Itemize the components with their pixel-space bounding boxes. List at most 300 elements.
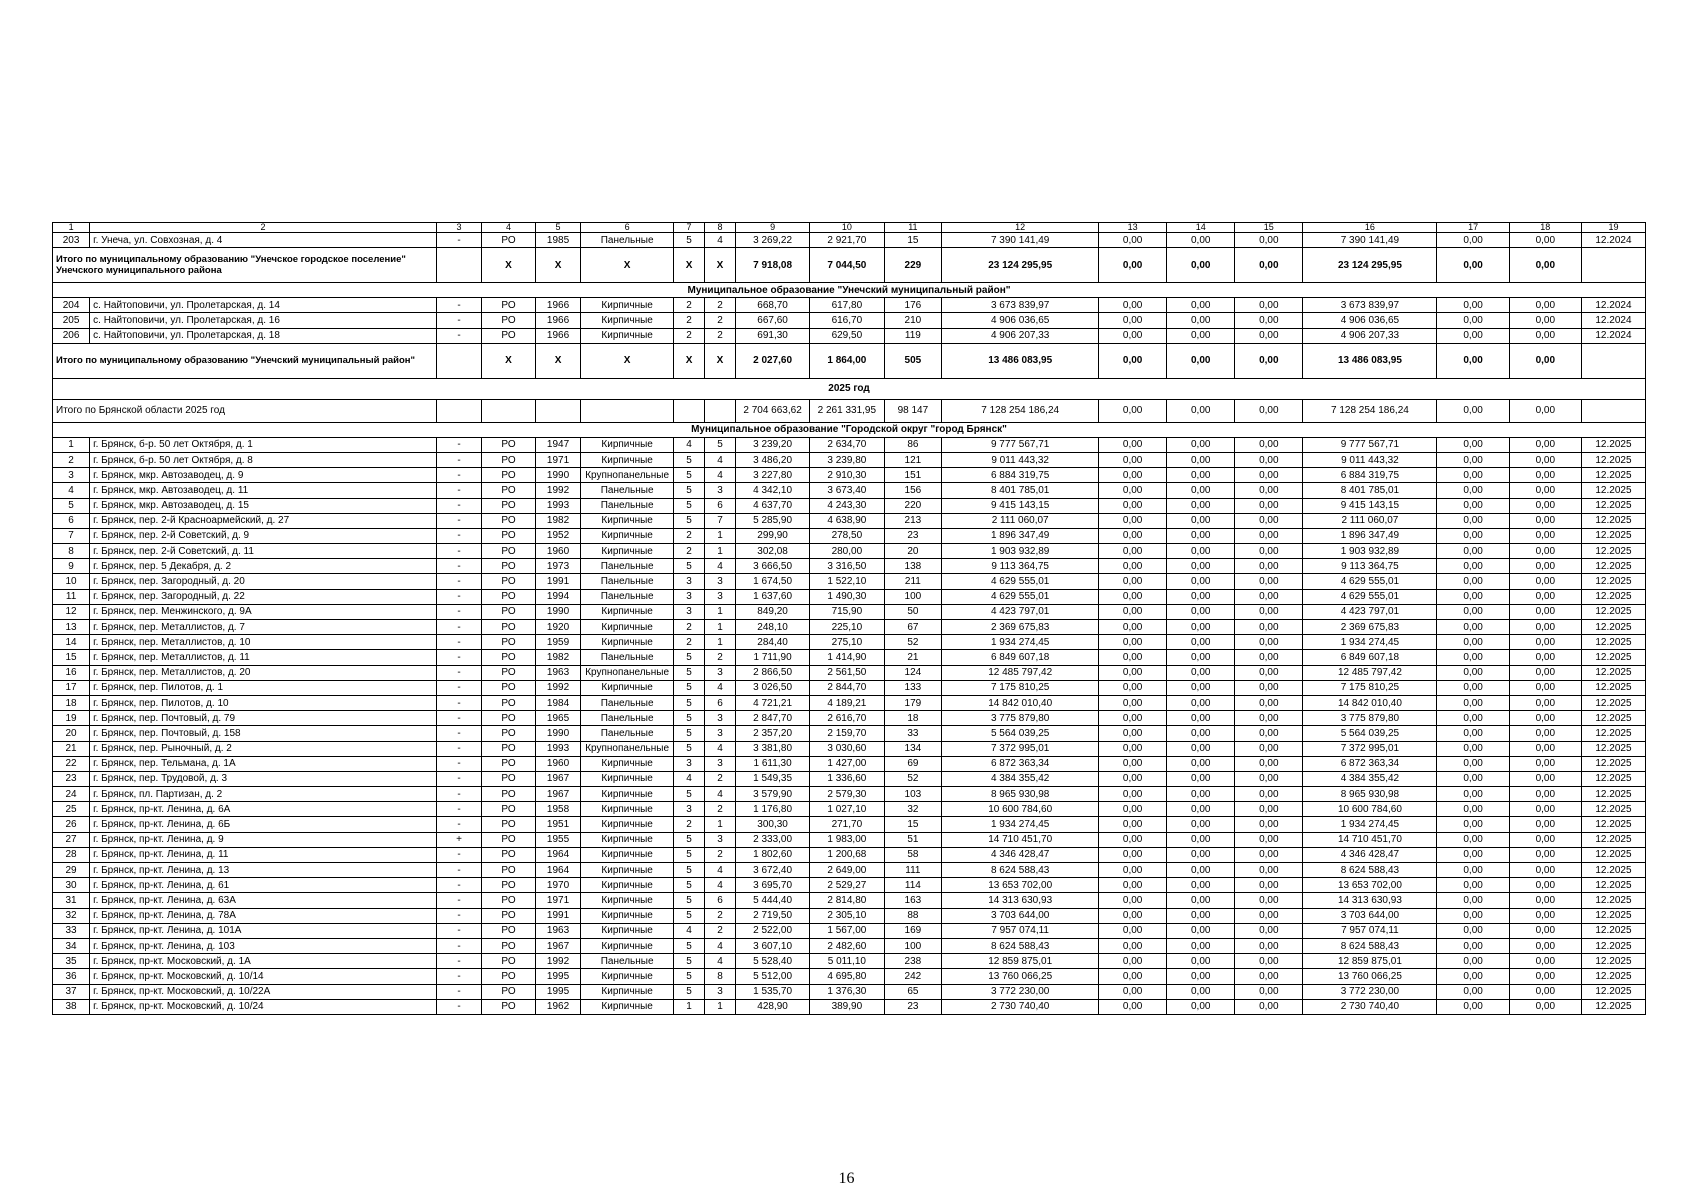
table-cell: 0,00 [1509, 802, 1581, 817]
table-cell: 0,00 [1437, 544, 1509, 559]
table-cell: 2 529,27 [810, 878, 884, 893]
table-cell: 33 [884, 726, 942, 741]
table-cell: 0,00 [1437, 817, 1509, 832]
table-cell: 0,00 [1437, 680, 1509, 695]
table-cell: 0,00 [1099, 544, 1167, 559]
table-cell: 0,00 [1509, 233, 1581, 248]
table-cell: 3 381,80 [735, 741, 809, 756]
table-cell: 12.2025 [1581, 635, 1645, 650]
table-cell: 2 921,70 [810, 233, 884, 248]
table-cell: 2 634,70 [810, 437, 884, 452]
table-cell: - [436, 817, 481, 832]
table-cell: 0,00 [1509, 544, 1581, 559]
address-cell: с. Найтоповичи, ул. Пролетарская, д. 16 [90, 313, 437, 328]
table-cell: РО [482, 313, 536, 328]
table-cell: 30 [53, 878, 90, 893]
table-cell: 0,00 [1099, 468, 1167, 483]
table-cell: 0,00 [1437, 589, 1509, 604]
table-cell: 0,00 [1099, 437, 1167, 452]
table-cell: 1966 [535, 298, 580, 313]
table-cell: 0,00 [1099, 233, 1167, 248]
table-cell: 691,30 [735, 328, 809, 343]
summary-cell: X [482, 248, 536, 283]
table-cell: 0,00 [1235, 498, 1303, 513]
table-cell: 37 [53, 984, 90, 999]
table-cell: 1 903 932,89 [1303, 544, 1437, 559]
table-cell: 617,80 [810, 298, 884, 313]
table-cell: 3 486,20 [735, 452, 809, 467]
table-cell: 12.2025 [1581, 650, 1645, 665]
table-cell: 1947 [535, 437, 580, 452]
table-cell: 2 [674, 313, 705, 328]
table-cell: Кирпичные [581, 771, 674, 786]
table-cell: 3 672,40 [735, 863, 809, 878]
table-cell: 1 490,30 [810, 589, 884, 604]
table-cell: 0,00 [1099, 756, 1167, 771]
table-cell: 119 [884, 328, 942, 343]
table-cell: 12.2025 [1581, 756, 1645, 771]
table-cell: 0,00 [1235, 954, 1303, 969]
table-cell: 3 772 230,00 [1303, 984, 1437, 999]
summary-cell [482, 399, 536, 422]
table-cell: 7 [53, 528, 90, 543]
table-cell: - [436, 313, 481, 328]
table-cell: 1 [705, 620, 736, 635]
summary-cell [436, 248, 481, 283]
table-cell: - [436, 233, 481, 248]
section-title-cell: Муниципальное образование "Городской округ "город Брянск" [53, 422, 1646, 437]
table-cell: 0,00 [1235, 544, 1303, 559]
table-cell: 2 730 740,40 [942, 999, 1099, 1014]
table-cell: 0,00 [1167, 468, 1235, 483]
table-cell: Кирпичные [581, 452, 674, 467]
table-cell: 0,00 [1437, 999, 1509, 1014]
table-cell: 0,00 [1235, 938, 1303, 953]
table-cell: 9 777 567,71 [1303, 437, 1437, 452]
table-cell: Кирпичные [581, 908, 674, 923]
table-cell: 8 624 588,43 [1303, 938, 1437, 953]
table-cell: 3 [674, 604, 705, 619]
table-cell: РО [482, 787, 536, 802]
table-cell: 4 342,10 [735, 483, 809, 498]
table-cell: 0,00 [1167, 802, 1235, 817]
table-cell: 204 [53, 298, 90, 313]
table-cell: 1991 [535, 574, 580, 589]
table-cell: 8 965 930,98 [1303, 787, 1437, 802]
table-cell: 238 [884, 954, 942, 969]
address-cell: г. Брянск, пр-кт. Московский, д. 10/24 [90, 999, 437, 1014]
summary-cell: 13 486 083,95 [1303, 343, 1437, 378]
table-cell: 248,10 [735, 620, 809, 635]
summary-cell: 23 124 295,95 [1303, 248, 1437, 283]
table-cell: 2 [674, 620, 705, 635]
summary-cell [436, 343, 481, 378]
table-cell: 0,00 [1099, 863, 1167, 878]
summary-cell: 0,00 [1437, 248, 1509, 283]
table-cell: 0,00 [1509, 984, 1581, 999]
table-cell: 0,00 [1437, 984, 1509, 999]
table-cell: 1 611,30 [735, 756, 809, 771]
table-cell: 0,00 [1099, 787, 1167, 802]
table-cell: 2 730 740,40 [1303, 999, 1437, 1014]
table-cell: Кирпичные [581, 863, 674, 878]
table-cell: 0,00 [1167, 328, 1235, 343]
table-row [53, 468, 1646, 483]
table-cell: 4 906 207,33 [942, 328, 1099, 343]
table-cell: 0,00 [1235, 878, 1303, 893]
table-cell: Панельные [581, 650, 674, 665]
table-row [53, 741, 1646, 756]
table-row [53, 498, 1646, 513]
table-cell: 0,00 [1235, 695, 1303, 710]
table-cell: 1990 [535, 468, 580, 483]
table-cell: 0,00 [1167, 832, 1235, 847]
table-cell: 4 638,90 [810, 513, 884, 528]
table-cell: 12.2025 [1581, 695, 1645, 710]
table-cell: 34 [53, 938, 90, 953]
table-cell: 7 957 074,11 [942, 923, 1099, 938]
table-cell: 14 [53, 635, 90, 650]
table-cell: Кирпичные [581, 313, 674, 328]
table-cell: 0,00 [1167, 635, 1235, 650]
table-cell: 206 [53, 328, 90, 343]
table-cell: 0,00 [1509, 452, 1581, 467]
table-cell: 4 [705, 938, 736, 953]
table-cell: 4 [674, 437, 705, 452]
table-cell: РО [482, 680, 536, 695]
table-cell: 3 673,40 [810, 483, 884, 498]
table-cell: 5 [674, 741, 705, 756]
table-cell: 302,08 [735, 544, 809, 559]
table-cell: 23 [884, 999, 942, 1014]
table-cell: 2 847,70 [735, 711, 809, 726]
summary-cell [581, 399, 674, 422]
table-cell: 23 [884, 528, 942, 543]
table-cell: 1958 [535, 802, 580, 817]
table-cell: Кирпичные [581, 544, 674, 559]
table-cell: РО [482, 954, 536, 969]
table-cell: 7 390 141,49 [942, 233, 1099, 248]
table-cell: 12.2025 [1581, 620, 1645, 635]
summary-cell: 0,00 [1099, 343, 1167, 378]
table-cell: 2 579,30 [810, 787, 884, 802]
table-cell: 2 561,50 [810, 665, 884, 680]
table-cell: 0,00 [1437, 452, 1509, 467]
table-cell: 2 844,70 [810, 680, 884, 695]
table-cell: 0,00 [1235, 528, 1303, 543]
table-cell: 0,00 [1099, 298, 1167, 313]
table-row [53, 559, 1646, 574]
table-cell: 0,00 [1437, 574, 1509, 589]
table-cell: 1982 [535, 650, 580, 665]
table-cell: 0,00 [1167, 847, 1235, 862]
table-cell: 0,00 [1167, 817, 1235, 832]
table-cell: 15 [884, 233, 942, 248]
table-cell: 12.2025 [1581, 574, 1645, 589]
table-cell: 0,00 [1099, 938, 1167, 953]
table-cell: 2 910,30 [810, 468, 884, 483]
table-cell: 3 [705, 832, 736, 847]
table-cell: 0,00 [1099, 817, 1167, 832]
table-cell: 203 [53, 233, 90, 248]
summary-cell: 7 918,08 [735, 248, 809, 283]
table-cell: 0,00 [1099, 726, 1167, 741]
table-cell: 4 423 797,01 [942, 604, 1099, 619]
table-cell: 12.2025 [1581, 726, 1645, 741]
column-number-row [53, 223, 1646, 233]
table-cell: - [436, 589, 481, 604]
table-cell: - [436, 787, 481, 802]
table-cell: - [436, 999, 481, 1014]
table-cell: 0,00 [1099, 832, 1167, 847]
table-cell: 2 369 675,83 [942, 620, 1099, 635]
table-cell: 0,00 [1509, 680, 1581, 695]
table-cell: 51 [884, 832, 942, 847]
table-cell: 1960 [535, 544, 580, 559]
table-cell: Кирпичные [581, 756, 674, 771]
table-cell: 0,00 [1437, 802, 1509, 817]
table-cell: РО [482, 483, 536, 498]
table-cell: 1967 [535, 938, 580, 953]
table-cell: 4 [705, 878, 736, 893]
table-cell: 0,00 [1099, 999, 1167, 1014]
table-cell: 111 [884, 863, 942, 878]
summary-cell: X [581, 343, 674, 378]
table-cell: 2 [705, 908, 736, 923]
table-cell: 0,00 [1437, 513, 1509, 528]
table-cell: 5 [674, 908, 705, 923]
address-cell: г. Брянск, б-р. 50 лет Октября, д. 8 [90, 452, 437, 467]
table-cell: 8 401 785,01 [1303, 483, 1437, 498]
table-cell: 0,00 [1509, 604, 1581, 619]
table-cell: 35 [53, 954, 90, 969]
table-cell: 1964 [535, 863, 580, 878]
table-row [53, 544, 1646, 559]
table-cell: 0,00 [1099, 650, 1167, 665]
table-cell: - [436, 908, 481, 923]
table-cell: 0,00 [1509, 832, 1581, 847]
table-cell: 3 [705, 483, 736, 498]
table-cell: 50 [884, 604, 942, 619]
table-cell: 0,00 [1167, 741, 1235, 756]
table-cell: 2 [53, 452, 90, 467]
section-title-cell: 2025 год [53, 378, 1646, 399]
table-cell: 36 [53, 969, 90, 984]
table-cell: 299,90 [735, 528, 809, 543]
table-cell: 1 522,10 [810, 574, 884, 589]
table-cell: 6 [705, 695, 736, 710]
table-cell: 3 239,80 [810, 452, 884, 467]
summary-cell: X [535, 343, 580, 378]
table-cell: 4 629 555,01 [942, 589, 1099, 604]
table-cell: РО [482, 832, 536, 847]
table-cell: Кирпичные [581, 938, 674, 953]
summary-cell: 7 128 254 186,24 [942, 399, 1099, 422]
table-cell: 12.2025 [1581, 863, 1645, 878]
table-cell: 2 333,00 [735, 832, 809, 847]
table-cell: РО [482, 984, 536, 999]
table-cell: 12.2025 [1581, 802, 1645, 817]
table-row [53, 589, 1646, 604]
table-cell: 6 849 607,18 [1303, 650, 1437, 665]
summary-cell: 2 261 331,95 [810, 399, 884, 422]
table-cell: 5 [674, 832, 705, 847]
table-cell: 0,00 [1509, 498, 1581, 513]
table-cell: 0,00 [1099, 969, 1167, 984]
table-cell: 12.2025 [1581, 923, 1645, 938]
table-cell: 1967 [535, 771, 580, 786]
table-cell: 0,00 [1167, 589, 1235, 604]
table-cell: 280,00 [810, 544, 884, 559]
table-cell: 12.2025 [1581, 741, 1645, 756]
address-cell: г. Брянск, мкр. Автозаводец, д. 11 [90, 483, 437, 498]
table-cell: 1984 [535, 695, 580, 710]
table-cell: 0,00 [1509, 468, 1581, 483]
table-cell: 5 512,00 [735, 969, 809, 984]
table-cell: Кирпичные [581, 817, 674, 832]
table-cell: 0,00 [1437, 528, 1509, 543]
table-cell: 4 906 207,33 [1303, 328, 1437, 343]
table-cell: Крупнопанельные [581, 741, 674, 756]
table-cell: 1 176,80 [735, 802, 809, 817]
table-cell: 2 719,50 [735, 908, 809, 923]
table-cell: - [436, 771, 481, 786]
table-cell: 4 [705, 452, 736, 467]
table-cell: 0,00 [1437, 695, 1509, 710]
table-cell: - [436, 498, 481, 513]
table-cell: 58 [884, 847, 942, 862]
table-cell: 0,00 [1437, 893, 1509, 908]
table-cell: - [436, 468, 481, 483]
table-cell: 0,00 [1235, 574, 1303, 589]
table-cell: 29 [53, 863, 90, 878]
column-number-cell: 5 [535, 223, 580, 233]
table-cell: - [436, 923, 481, 938]
table-cell: 4 [705, 954, 736, 969]
table-cell: 0,00 [1437, 328, 1509, 343]
table-cell: 0,00 [1167, 680, 1235, 695]
table-cell: 0,00 [1167, 999, 1235, 1014]
table-cell: 12.2025 [1581, 544, 1645, 559]
table-cell: 0,00 [1235, 620, 1303, 635]
table-cell: 0,00 [1437, 711, 1509, 726]
table-cell: 9 011 443,32 [1303, 452, 1437, 467]
table-cell: 0,00 [1099, 984, 1167, 999]
table-cell: 151 [884, 468, 942, 483]
table-cell: Кирпичные [581, 999, 674, 1014]
table-cell: 0,00 [1437, 233, 1509, 248]
table-cell: 0,00 [1235, 969, 1303, 984]
summary-cell: 0,00 [1167, 248, 1235, 283]
table-cell: 2 616,70 [810, 711, 884, 726]
table-cell: 12.2025 [1581, 893, 1645, 908]
table-cell: 24 [53, 787, 90, 802]
table-row [53, 771, 1646, 786]
table-cell: 0,00 [1167, 771, 1235, 786]
table-cell: 5 444,40 [735, 893, 809, 908]
table-cell: 169 [884, 923, 942, 938]
table-cell: 2 [705, 298, 736, 313]
table-cell: 1992 [535, 483, 580, 498]
table-cell: 67 [884, 620, 942, 635]
table-cell: 8 401 785,01 [942, 483, 1099, 498]
table-cell: Кирпичные [581, 604, 674, 619]
table-cell: 0,00 [1099, 908, 1167, 923]
table-cell: 3 703 644,00 [1303, 908, 1437, 923]
table-cell: 5 564 039,25 [1303, 726, 1437, 741]
table-cell: 12.2024 [1581, 328, 1645, 343]
table-cell: Кирпичные [581, 893, 674, 908]
table-cell: 0,00 [1167, 513, 1235, 528]
table-cell: Кирпичные [581, 984, 674, 999]
table-cell: 3 666,50 [735, 559, 809, 574]
table-cell: 0,00 [1235, 908, 1303, 923]
table-cell: 4 [705, 233, 736, 248]
table-cell: 3 [705, 665, 736, 680]
table-cell: 4 189,21 [810, 695, 884, 710]
address-cell: г. Брянск, пер. 2-й Советский, д. 9 [90, 528, 437, 543]
table-cell: 0,00 [1167, 528, 1235, 543]
table-cell: 20 [884, 544, 942, 559]
address-cell: г. Брянск, мкр. Автозаводец, д. 9 [90, 468, 437, 483]
address-cell: г. Брянск, пер. 5 Декабря, д. 2 [90, 559, 437, 574]
table-cell: 0,00 [1099, 680, 1167, 695]
table-cell: 5 [674, 559, 705, 574]
table-cell: 0,00 [1437, 787, 1509, 802]
table-cell: 12.2025 [1581, 832, 1645, 847]
table-cell: РО [482, 802, 536, 817]
table-cell: 0,00 [1509, 574, 1581, 589]
address-cell: г. Брянск, пер. Тельмана, д. 1А [90, 756, 437, 771]
table-cell: 0,00 [1099, 878, 1167, 893]
table-cell: 5 285,90 [735, 513, 809, 528]
table-cell: 0,00 [1509, 298, 1581, 313]
table-cell: 667,60 [735, 313, 809, 328]
table-cell: 1965 [535, 711, 580, 726]
table-cell: 4 906 036,65 [942, 313, 1099, 328]
summary-cell: 7 044,50 [810, 248, 884, 283]
table-cell: 2 [674, 635, 705, 650]
table-cell: 114 [884, 878, 942, 893]
summary-cell: X [705, 248, 736, 283]
summary-cell [705, 399, 736, 422]
table-cell: 1 200,68 [810, 847, 884, 862]
column-number-cell: 3 [436, 223, 481, 233]
table-row [53, 483, 1646, 498]
table-cell: 1959 [535, 635, 580, 650]
summary-cell: 0,00 [1099, 399, 1167, 422]
summary-label: Итого по муниципальному образованию "Унечское городское поселение" Унечского муниципального района [53, 248, 437, 283]
table-cell: 5 [674, 452, 705, 467]
table-cell: - [436, 969, 481, 984]
table-cell: 2 522,00 [735, 923, 809, 938]
table-cell: 1970 [535, 878, 580, 893]
table-cell: 3 [674, 574, 705, 589]
table-cell: РО [482, 999, 536, 1014]
address-cell: г. Брянск, пр-кт. Ленина, д. 61 [90, 878, 437, 893]
table-cell: 0,00 [1099, 574, 1167, 589]
table-cell: 0,00 [1235, 559, 1303, 574]
table-cell: 31 [53, 893, 90, 908]
table-cell: 0,00 [1509, 923, 1581, 938]
table-cell: 0,00 [1167, 233, 1235, 248]
summary-cell: 505 [884, 343, 942, 378]
table-cell: 1951 [535, 817, 580, 832]
table-cell: 5 [674, 726, 705, 741]
table-row [53, 984, 1646, 999]
subtotal-row [53, 248, 1646, 283]
table-cell: Кирпичные [581, 528, 674, 543]
